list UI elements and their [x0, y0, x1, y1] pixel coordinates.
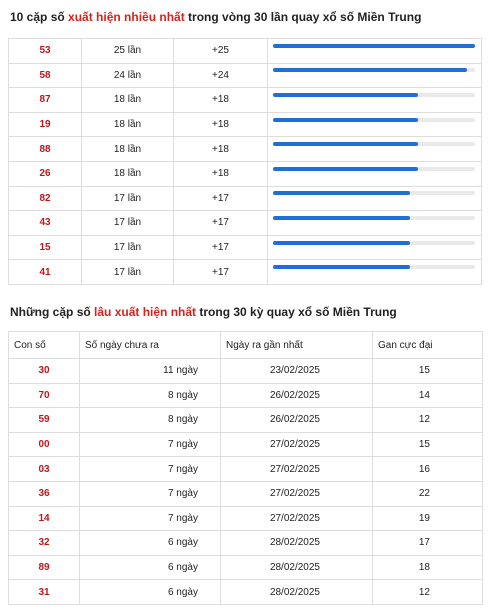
frequency-bar-track	[273, 44, 475, 48]
frequency-bar-fill	[273, 265, 410, 269]
days-absent: 8 ngày	[80, 408, 221, 433]
header-max-gap: Gan cực đại	[373, 332, 483, 359]
max-gap: 22	[373, 481, 483, 506]
frequency-bar-cell	[268, 39, 482, 64]
table-row	[9, 211, 482, 236]
last-appearance-date: 26/02/2025	[221, 383, 373, 408]
frequency-bar-cell	[268, 161, 482, 186]
title-prefix: Những cặp số	[10, 305, 95, 319]
frequency-table	[8, 38, 482, 285]
pair-number: 58	[9, 63, 82, 88]
frequency-section-title	[10, 10, 421, 24]
frequency-bar-track	[273, 191, 475, 195]
days-absent: 7 ngày	[80, 481, 221, 506]
difference-value: +18	[174, 161, 268, 186]
last-appearance-date: 28/02/2025	[221, 531, 373, 556]
frequency-bar-fill	[273, 216, 410, 220]
pair-number: 41	[9, 260, 82, 285]
max-gap: 12	[373, 580, 483, 605]
occurrence-count: 17 lần	[82, 235, 174, 260]
table-row	[9, 39, 482, 64]
pair-number: 70	[9, 383, 80, 408]
days-absent: 7 ngày	[80, 432, 221, 457]
days-absent: 6 ngày	[80, 531, 221, 556]
pair-number: 87	[9, 88, 82, 113]
frequency-bar-track	[273, 142, 475, 146]
max-gap: 15	[373, 359, 483, 384]
table-header-row	[9, 332, 483, 359]
occurrence-count: 17 lần	[82, 211, 174, 236]
pair-number: 14	[9, 506, 80, 531]
pair-number: 43	[9, 211, 82, 236]
occurrence-count: 17 lần	[82, 186, 174, 211]
difference-value: +24	[174, 63, 268, 88]
pair-number: 00	[9, 432, 80, 457]
table-row	[9, 235, 482, 260]
last-appearance-date: 27/02/2025	[221, 432, 373, 457]
pair-number: 53	[9, 39, 82, 64]
max-gap: 19	[373, 506, 483, 531]
frequency-bar-cell	[268, 211, 482, 236]
days-absent: 6 ngày	[80, 555, 221, 580]
max-gap: 14	[373, 383, 483, 408]
frequency-bar-fill	[273, 191, 410, 195]
frequency-bar-cell	[268, 260, 482, 285]
title-highlight: lâu xuất hiện nhất	[94, 305, 197, 319]
pair-number: 88	[9, 137, 82, 162]
last-appearance-date: 27/02/2025	[221, 481, 373, 506]
table-row	[9, 432, 483, 457]
frequency-bar-track	[273, 241, 475, 245]
frequency-bar-track	[273, 167, 475, 171]
title-suffix: trong vòng 30 lần quay xổ số Miền Trung	[184, 10, 422, 24]
table-row	[9, 260, 482, 285]
table-row	[9, 506, 483, 531]
last-appearance-date: 27/02/2025	[221, 506, 373, 531]
occurrence-count: 18 lần	[82, 161, 174, 186]
occurrence-count: 17 lần	[82, 260, 174, 285]
table-row	[9, 186, 482, 211]
frequency-bar-cell	[268, 186, 482, 211]
frequency-bar-fill	[273, 68, 467, 72]
title-prefix: 10 cặp số	[10, 10, 69, 24]
pair-number: 82	[9, 186, 82, 211]
last-appearance-date: 28/02/2025	[221, 580, 373, 605]
frequency-bar-cell	[268, 88, 482, 113]
frequency-bar-fill	[273, 142, 418, 146]
header-last-date: Ngày ra gần nhất	[221, 332, 373, 359]
max-gap: 17	[373, 531, 483, 556]
days-absent: 8 ngày	[80, 383, 221, 408]
difference-value: +18	[174, 137, 268, 162]
difference-value: +18	[174, 88, 268, 113]
table-row	[9, 359, 483, 384]
pair-number: 31	[9, 580, 80, 605]
days-absent: 6 ngày	[80, 580, 221, 605]
frequency-bar-cell	[268, 112, 482, 137]
last-appearance-date: 28/02/2025	[221, 555, 373, 580]
pair-number: 30	[9, 359, 80, 384]
frequency-bar-fill	[273, 93, 418, 97]
frequency-bar-track	[273, 216, 475, 220]
pair-number: 89	[9, 555, 80, 580]
frequency-bar-track	[273, 93, 475, 97]
table-row	[9, 63, 482, 88]
max-gap: 18	[373, 555, 483, 580]
max-gap: 12	[373, 408, 483, 433]
occurrence-count: 18 lần	[82, 88, 174, 113]
pair-number: 59	[9, 408, 80, 433]
header-number: Con số	[9, 332, 80, 359]
longest-absent-table	[8, 331, 483, 605]
table-row	[9, 112, 482, 137]
title-suffix: trong 30 kỳ quay xổ số Miền Trung	[196, 305, 397, 319]
difference-value: +17	[174, 260, 268, 285]
frequency-bar-track	[273, 68, 475, 72]
frequency-bar-cell	[268, 137, 482, 162]
table-row	[9, 531, 483, 556]
table-row	[9, 580, 483, 605]
occurrence-count: 24 lần	[82, 63, 174, 88]
frequency-bar-fill	[273, 118, 418, 122]
difference-value: +18	[174, 112, 268, 137]
days-absent: 7 ngày	[80, 506, 221, 531]
frequency-bar-track	[273, 265, 475, 269]
max-gap: 15	[373, 432, 483, 457]
longest-absent-section-title	[10, 305, 397, 319]
occurrence-count: 18 lần	[82, 112, 174, 137]
days-absent: 7 ngày	[80, 457, 221, 482]
last-appearance-date: 27/02/2025	[221, 457, 373, 482]
max-gap: 16	[373, 457, 483, 482]
frequency-bar-cell	[268, 235, 482, 260]
difference-value: +17	[174, 235, 268, 260]
pair-number: 26	[9, 161, 82, 186]
frequency-bar-fill	[273, 241, 410, 245]
table-row	[9, 408, 483, 433]
pair-number: 03	[9, 457, 80, 482]
frequency-bar-fill	[273, 167, 418, 171]
occurrence-count: 25 lần	[82, 39, 174, 64]
frequency-bar-cell	[268, 63, 482, 88]
table-row	[9, 137, 482, 162]
days-absent: 11 ngày	[80, 359, 221, 384]
table-row	[9, 481, 483, 506]
occurrence-count: 18 lần	[82, 137, 174, 162]
difference-value: +17	[174, 186, 268, 211]
pair-number: 15	[9, 235, 82, 260]
pair-number: 32	[9, 531, 80, 556]
difference-value: +25	[174, 39, 268, 64]
last-appearance-date: 26/02/2025	[221, 408, 373, 433]
pair-number: 19	[9, 112, 82, 137]
table-row	[9, 88, 482, 113]
table-row	[9, 555, 483, 580]
title-highlight: xuất hiện nhiều nhất	[68, 10, 185, 24]
pair-number: 36	[9, 481, 80, 506]
header-days-absent: Số ngày chưa ra	[80, 332, 221, 359]
frequency-bar-track	[273, 118, 475, 122]
difference-value: +17	[174, 211, 268, 236]
table-row	[9, 161, 482, 186]
table-row	[9, 457, 483, 482]
last-appearance-date: 23/02/2025	[221, 359, 373, 384]
table-row	[9, 383, 483, 408]
frequency-bar-fill	[273, 44, 475, 48]
